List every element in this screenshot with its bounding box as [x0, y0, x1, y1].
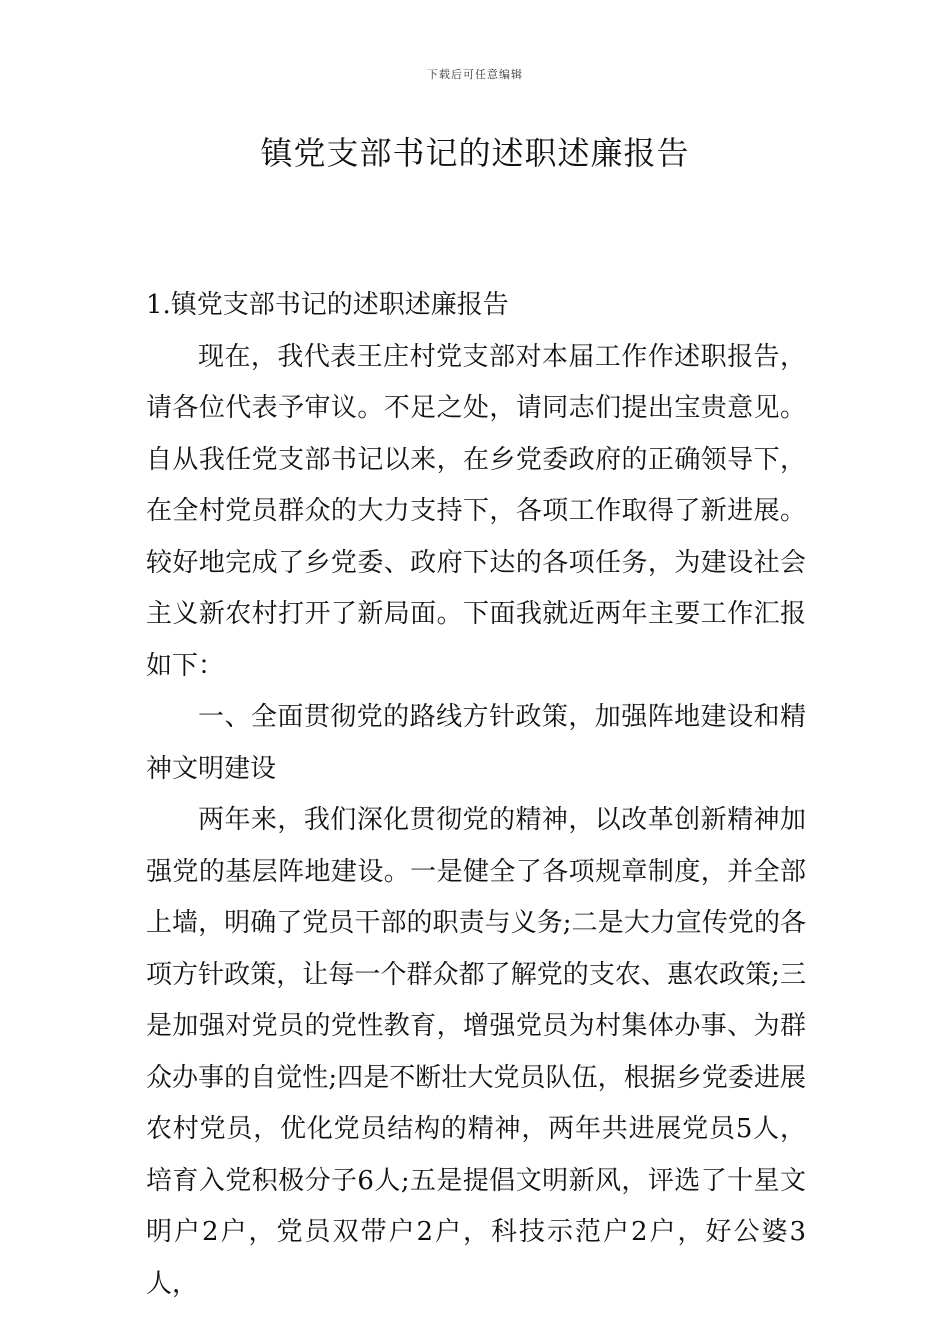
document-body [146, 280, 806, 1310]
paragraph-heading-one: 一、全面贯彻党的路线方针政策，加强阵地建设和精神文明建设 [146, 702, 806, 784]
paragraph-work-details: 两年来，我们深化贯彻党的精神，以改革创新精神加强党的基层阵地建设。一是健全了各项规章制度，并全部上墙，明确了党员干部的职责与义务;二是大力宣传党的各项方针政策，让每一个群众都了解党的支农、惠农政策;三是加强对党员的党性教育，增强党员为村集体办事、为群众办事的自觉性;四是不断壮大党员队伍，根据乡党委进展农村党员，优化党员结构的精神，两年共进展党员5人，培育入党积极分子6人;五是提倡文明新风，评选了十星文明户2户，党员双带户2户，科技示范户2户，好公婆3人， [146, 805, 806, 1299]
section-heading: 1.镇党支部书记的述职述廉报告 [146, 290, 509, 320]
document-title: 镇党支部书记的述职述廉报告 [260, 134, 690, 172]
header-note: 下载后可任意编辑 [427, 68, 523, 81]
paragraph-intro: 现在，我代表王庄村党支部对本届工作作述职报告，请各位代表予审议。不足之处，请同志们提出宝贵意见。自从我任党支部书记以来，在乡党委政府的正确领导下，在全村党员群众的大力支持下，各项工作取得了新进展。较好地完成了乡党委、政府下达的各项任务，为建设社会主义新农村打开了新局面。下面我就近两年主要工作汇报如下： [146, 341, 806, 681]
